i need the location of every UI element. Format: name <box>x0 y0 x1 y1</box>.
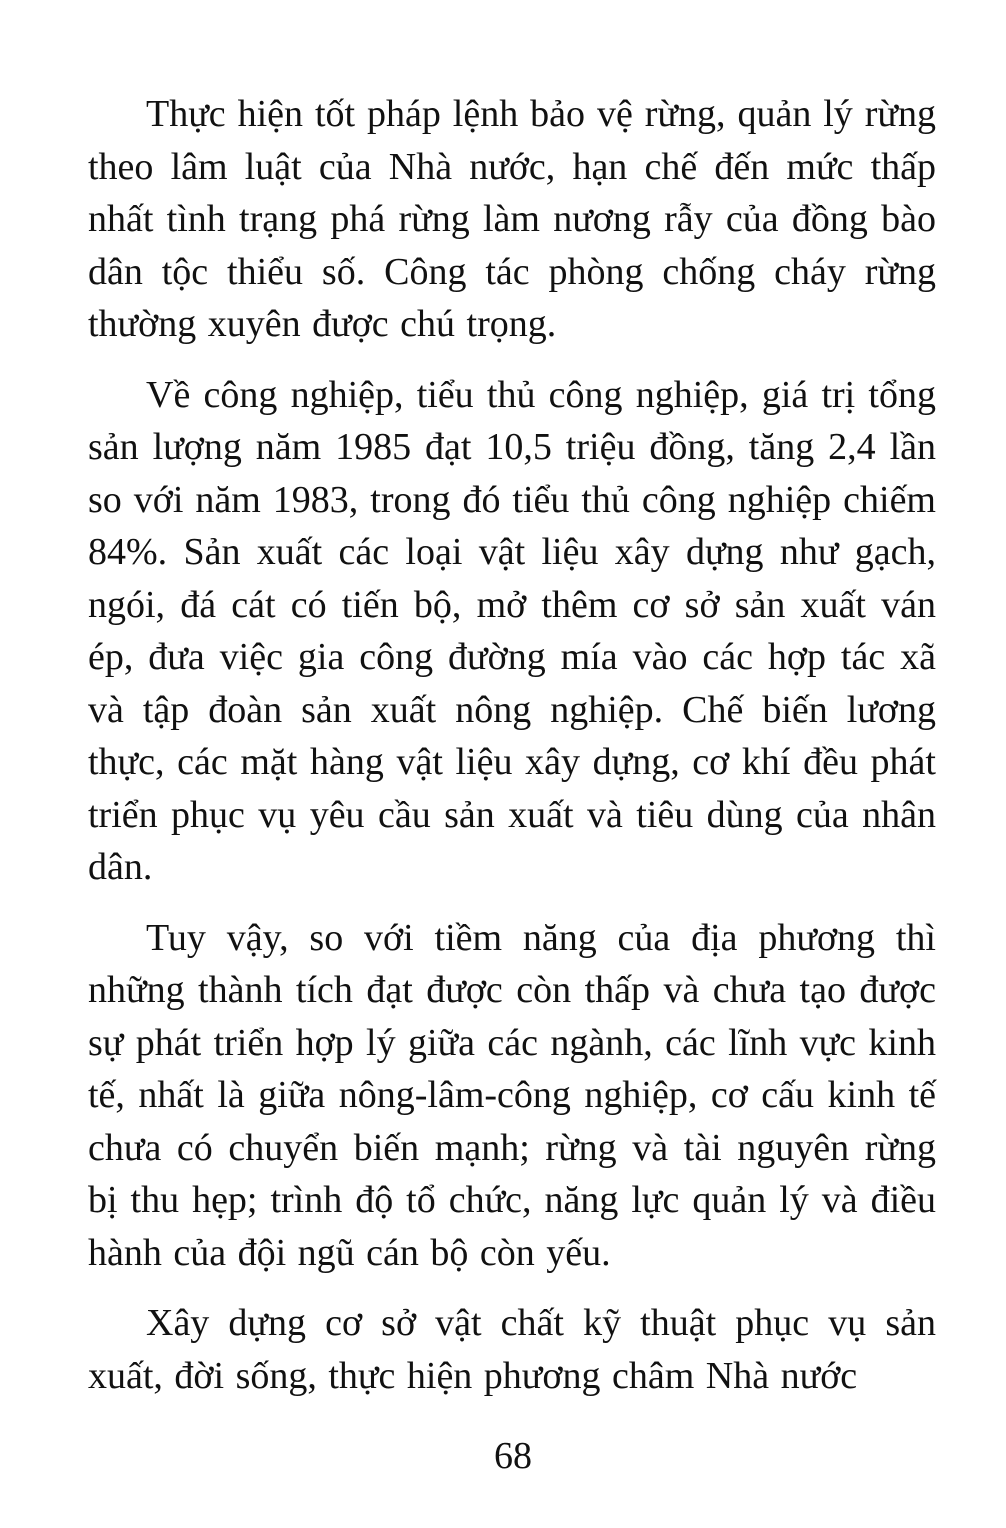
page-number: 68 <box>494 1435 532 1477</box>
paragraph-forest-protection: Thực hiện tốt pháp lệnh bảo vệ rừng, quản lý rừng theo lâm luật của Nhà nước, hạn chế đến mức thấp nhất tình trạng phá rừng làm nương rẫy của đồng bào dân tộc thiểu số. Công tác phòng chống cháy rừng thường xuyên được chú trọng. <box>88 93 936 345</box>
paragraph-limitations: Tuy vậy, so với tiềm năng của địa phương thì những thành tích đạt được còn thấp và chưa tạo được sự phát triển hợp lý giữa các ngành, các lĩnh vực kinh tế, nhất là giữa nông-lâm-công nghiệp, cơ cấu kinh tế chưa có chuyển biến mạnh; rừng và tài nguyên rừng bị thu hẹp; trình độ tổ chức, năng lực quản lý và điều hành của đội ngũ cán bộ còn yếu. <box>88 916 936 1274</box>
paragraph-infrastructure: Xây dựng cơ sở vật chất kỹ thuật phục vụ sản xuất, đời sống, thực hiện phương châm Nhà nước <box>88 1302 936 1397</box>
paragraph-industry: Về công nghiệp, tiểu thủ công nghiệp, giá trị tổng sản lượng năm 1985 đạt 10,5 triệu đồng, tăng 2,4 lần so với năm 1983, trong đó tiểu thủ công nghiệp chiếm 84%. Sản xuất các loại vật liệu xây dựng như gạch, ngói, đá cát có tiến bộ, mở thêm cơ sở sản xuất ván ép, đưa việc gia công đường mía vào các hợp tác xã và tập đoàn sản xuất nông nghiệp. Chế biến lương thực, các mặt hàng vật liệu xây dựng, cơ khí đều phát triển phục vụ yêu cầu sản xuất và tiêu dùng của nhân dân. <box>88 373 936 888</box>
body-text <box>88 88 936 1402</box>
